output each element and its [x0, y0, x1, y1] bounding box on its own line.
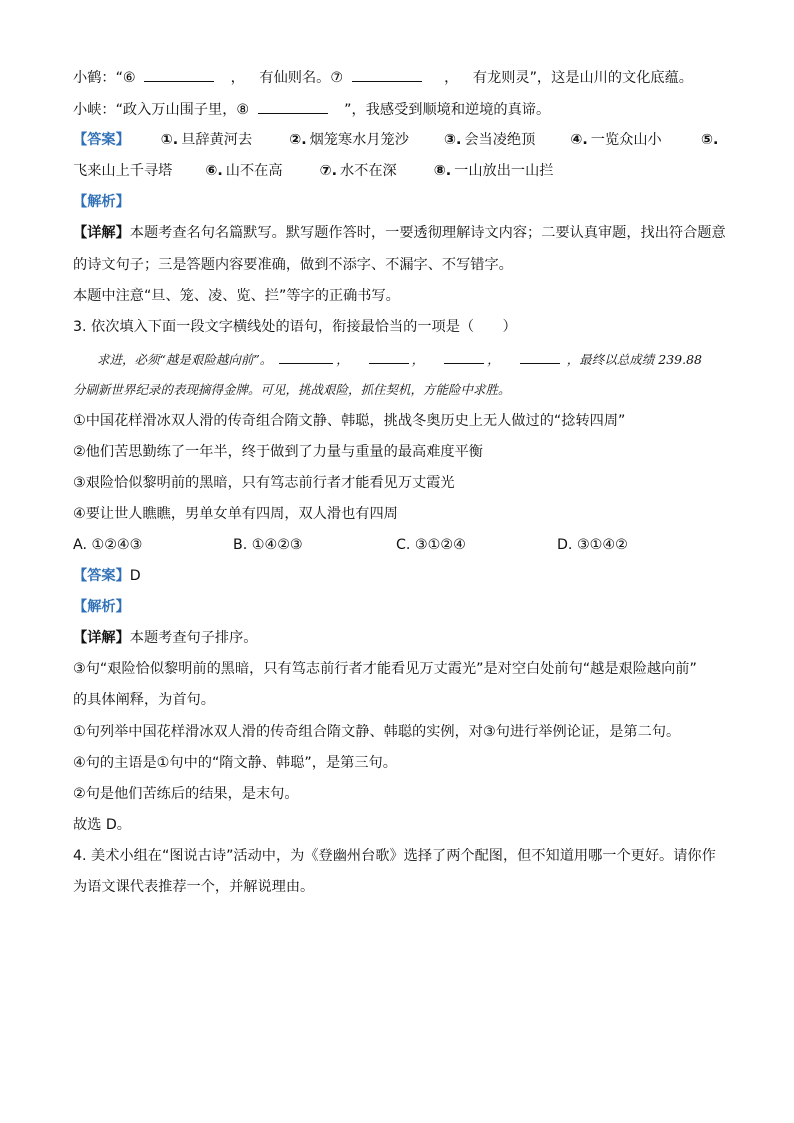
answer-text-1: 旦辞黄河去 — [181, 132, 253, 148]
q2-line-1 — [73, 67, 693, 87]
q3-sep-3: ， — [487, 352, 500, 367]
answer-label: 【答案】 — [73, 132, 130, 148]
answer-num-7: ⑦. — [319, 163, 337, 179]
answer-num-6: ⑥. — [205, 163, 223, 179]
answer-num-2: ②. — [289, 132, 307, 148]
q3-sep-1: ， — [336, 352, 349, 367]
q3-option-sentence-3: ③艰险恰似黎明前的黑暗，只有笃志前行者才能看见万丈霞光 — [73, 475, 455, 491]
q3-choice-d[interactable]: D. ③①④② — [557, 537, 628, 553]
answer-num-1: ①. — [160, 132, 179, 148]
q3-answer-line — [73, 566, 141, 586]
answer-text-2: 烟笼寒水月笼沙 — [309, 132, 409, 148]
q3-blank-4 — [520, 349, 560, 364]
q2-line1-seg4: 有龙则灵”，这是山川的文化底蕴。 — [472, 70, 693, 86]
q3-detail-title-line — [73, 628, 257, 648]
q3-blank-1 — [279, 349, 333, 364]
q3-blank-2 — [369, 349, 409, 364]
fill-blank-6 — [144, 67, 214, 82]
answer-text-3: 会当凌绝顶 — [464, 132, 536, 148]
q3-answer-value: D — [129, 568, 141, 584]
q2-detail-text-1: 本题考查名句名篇默写。默写题作答时，一要透彻理解诗文内容；二要认真审题，找出符合题意 — [129, 225, 726, 241]
q3-detail-line-6: 故选 D。 — [73, 817, 131, 833]
fill-blank-8 — [258, 99, 328, 114]
q2-line1-comma-2: ， — [444, 70, 459, 86]
q2-line1-seg2: 有仙则名。⑦ — [259, 70, 344, 86]
q3-choice-a[interactable]: A. ①②④③ — [73, 537, 143, 553]
q3-sep-2: ， — [411, 352, 425, 367]
answer-text-4: 一览众山小 — [590, 132, 662, 148]
q2-line-2 — [73, 99, 550, 119]
answer-num-4: ④. — [570, 132, 588, 148]
q3-option-sentence-2: ②他们苦思勤练了一年半，终于做到了力量与重量的最高难度平衡 — [73, 444, 483, 460]
q2-detail-line-3: 本题中注意“旦、笼、凌、览、拦”等字的正确书写。 — [73, 288, 400, 304]
answer-num-5: ⑤. — [701, 132, 719, 148]
q2-detail-line-2: 的诗文句子；三是答题内容要准确，做到不添字、不漏字、不写错字。 — [73, 257, 513, 273]
answer-num-8: ⑧. — [433, 163, 452, 179]
q3-detail-line-4: ④句的主语是①句中的“隋文静、韩聪”，是第三句。 — [73, 755, 397, 771]
answer-text-6: 山不在高 — [225, 163, 283, 179]
q2-answer-line-1 — [73, 130, 662, 150]
q3-option-sentence-4: ④要让世人瞧瞧，男单女单有四周，双人滑也有四周 — [73, 506, 398, 522]
q3-detail-line-2: 的具体阐释，为首句。 — [73, 692, 215, 708]
q2-answer-line-2 — [73, 161, 554, 181]
q3-stem: 3. 依次填入下面一段文字横线处的语句，衔接最恰当的一项是（ ） — [73, 319, 517, 335]
answer-text-5: 飞来山上千寻塔 — [73, 163, 173, 179]
q3-detail-line-3: ①句列举中国花样滑冰双人滑的传奇组合隋文静、韩聪的实例，对③句进行举例论证，是第二句。 — [73, 724, 681, 740]
q2-line2-seg1: ”，我感受到顺境和逆境的真谛。 — [344, 102, 551, 118]
q2-line1-comma-1: ， — [230, 70, 245, 86]
q3-choice-b[interactable]: B. ①④②③ — [233, 537, 303, 553]
q3-passage-line-1 — [97, 349, 702, 369]
q3-detail-title: 本题考查句子排序。 — [129, 630, 258, 646]
q3-blank-3 — [444, 349, 484, 364]
q3-passage-start: 求进，必须“越是艰险越向前”。 — [97, 352, 273, 367]
answer-num-3: ③. — [443, 132, 462, 148]
answer-text-8: 一山放出一山拦 — [454, 163, 554, 179]
q3-analysis-label: 【解析】 — [73, 599, 130, 615]
q2-detail-line-1 — [73, 223, 726, 243]
q2-detail-label: 【详解】 — [73, 225, 130, 241]
q3-detail-label: 【详解】 — [73, 630, 130, 646]
q3-passage-line-2: 分刷新世界纪录的表现摘得金牌。可见，挑战艰险，抓住契机，方能险中求胜。 — [73, 382, 511, 397]
q3-detail-line-1: ③句“艰险恰似黎明前的黑暗，只有笃志前行者才能看见万丈霞光”是对空白处前句“越是艰险越向前” — [73, 661, 697, 677]
q2-analysis-label: 【解析】 — [73, 194, 130, 210]
q2-line1-speaker: 小鹤：“⑥ — [73, 70, 136, 86]
q3-detail-line-5: ②句是他们苦练后的结果，是末句。 — [73, 786, 299, 802]
q3-option-sentence-1: ①中国花样滑冰双人滑的传奇组合隋文静、韩聪，挑战冬奥历史上无人做过的“捻转四周” — [73, 413, 626, 429]
answer-text-7: 水不在深 — [339, 163, 397, 179]
q3-answer-label: 【答案】 — [73, 568, 130, 584]
q4-line-2: 为语文课代表推荐一个，并解说理由。 — [73, 879, 315, 895]
q4-line-1: 4. 美术小组在“图说古诗”活动中，为《登幽州台歌》选择了两个配图，但不知道用哪一个更好。请你作 — [73, 848, 716, 864]
q3-choice-c[interactable]: C. ③①②④ — [396, 537, 466, 553]
fill-blank-7 — [352, 67, 422, 82]
q2-line2-speaker: 小峡：“政入万山围子里，⑧ — [73, 102, 250, 118]
q3-passage-end: ，最终以总成绩 239.88 — [566, 352, 702, 367]
